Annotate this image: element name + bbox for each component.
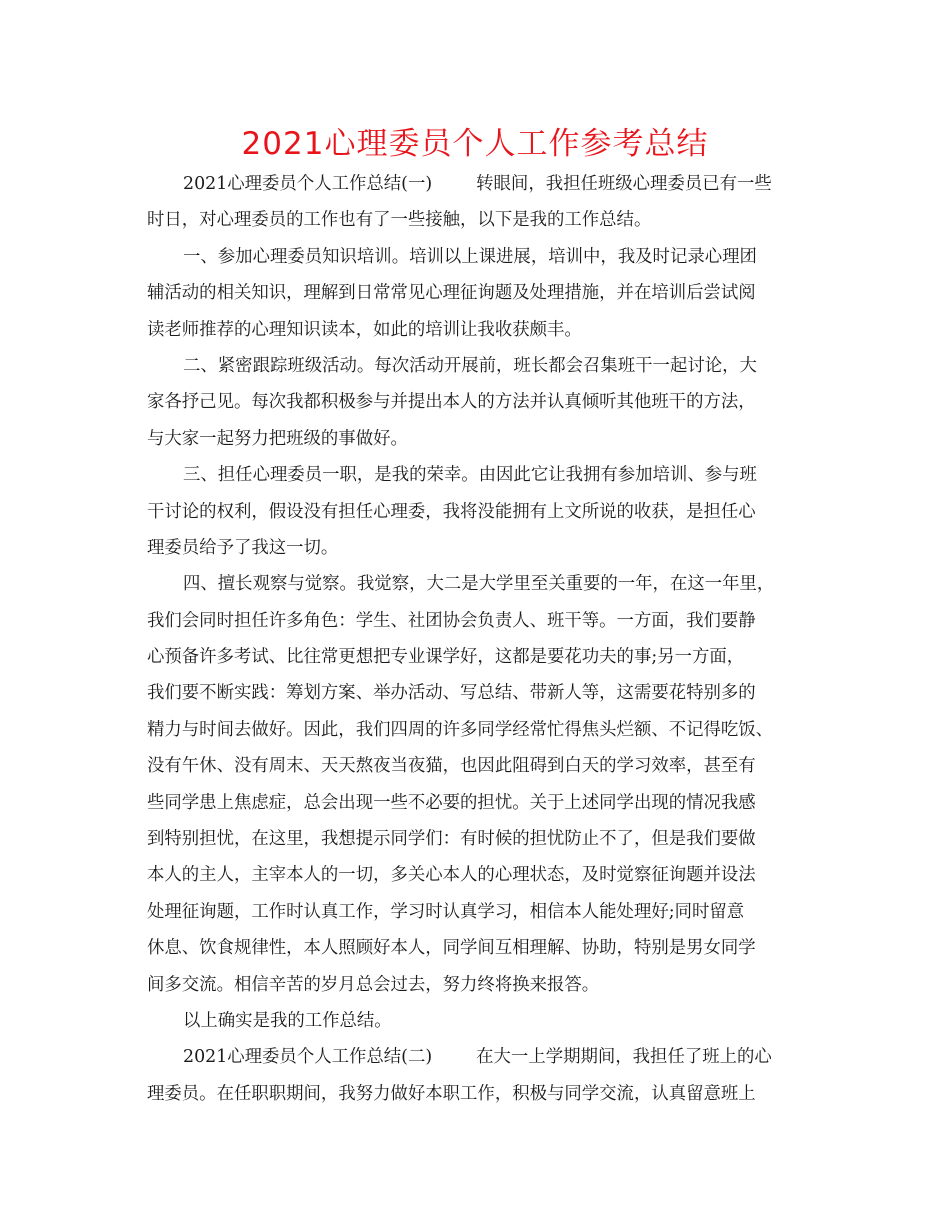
text-line bbox=[147, 1039, 807, 1075]
line-text: 干讨论的权利，假设没有担任心理委，我将没能拥有上文所说的收获，是担任心 bbox=[147, 501, 756, 522]
line-text: 四、擅长观察与觉察。我觉察，大二是大学里至关重要的一年，在这一年里， bbox=[183, 574, 775, 595]
line-text: 心预备许多考试、比往常更想把专业课学好，这都是要花功夫的事;另一方面， bbox=[147, 647, 745, 668]
text-line bbox=[147, 821, 807, 857]
text-line bbox=[147, 275, 807, 311]
line-text: 理委员给予了我这一切。 bbox=[147, 537, 339, 558]
text-line bbox=[147, 312, 807, 348]
text-line bbox=[147, 712, 807, 748]
text-line bbox=[147, 894, 807, 930]
line-text: 我们会同时担任许多角色：学生、社团协会负责人、班干等。一方面，我们要静 bbox=[147, 610, 756, 631]
line-tail-text: 转眼间，我担任班级心理委员已有一些 bbox=[476, 174, 772, 194]
line-text: 本人的主人，主宰本人的一切，多关心本人的心理状态，及时觉察征询题并设法 bbox=[147, 865, 756, 886]
line-tail-text: 在大一上学期期间，我担任了班上的心 bbox=[476, 1047, 772, 1068]
text-line bbox=[147, 1076, 807, 1112]
line-text: 家各抒己见。每次我都积极参与并提出本人的方法并认真倾听其他班干的方法， bbox=[147, 392, 756, 413]
text-line bbox=[147, 494, 807, 530]
text-line bbox=[147, 348, 807, 384]
document-body bbox=[147, 166, 807, 1112]
text-line bbox=[147, 202, 807, 238]
text-line bbox=[147, 166, 807, 202]
line-text: 与大家一起努力把班级的事做好。 bbox=[147, 428, 408, 449]
line-text: 辅活动的相关知识，理解到日常常见心理征询题及处理措施，并在培训后尝试阅 bbox=[147, 283, 756, 304]
line-text: 2021心理委员个人工作总结(一) bbox=[183, 174, 433, 194]
text-line bbox=[147, 857, 807, 893]
text-line bbox=[147, 639, 807, 675]
line-text: 三、担任心理委员一职，是我的荣幸。由因此它让我拥有参加培训、参与班 bbox=[183, 465, 757, 486]
line-text: 时日，对心理委员的工作也有了一些接触，以下是我的工作总结。 bbox=[147, 210, 652, 231]
text-line bbox=[147, 1003, 807, 1039]
text-line bbox=[147, 239, 807, 275]
text-line bbox=[147, 675, 807, 711]
line-text: 理委员。在任职职期间，我努力做好本职工作，积极与同学交流，认真留意班上 bbox=[147, 1083, 756, 1104]
line-text: 读老师推荐的心理知识读本，如此的培训让我收获颇丰。 bbox=[147, 319, 582, 340]
line-text: 二、紧密跟踪班级活动。每次活动开展前，班长都会召集班干一起讨论，大 bbox=[183, 355, 757, 376]
line-text: 些同学患上焦虑症，总会出现一些不必要的担忧。关于上述同学出现的情况我感 bbox=[147, 792, 756, 813]
text-line bbox=[147, 530, 807, 566]
line-text: 休息、饮食规律性，本人照顾好本人，同学间互相理解、协助，特别是男女同学 bbox=[147, 938, 756, 959]
line-text: 处理征询题，工作时认真工作，学习时认真学习，相信本人能处理好;同时留意 bbox=[147, 901, 745, 922]
text-line bbox=[147, 421, 807, 457]
line-text: 以上确实是我的工作总结。 bbox=[183, 1010, 392, 1031]
text-line bbox=[147, 785, 807, 821]
line-text: 2021心理委员个人工作总结(二) bbox=[183, 1047, 433, 1068]
line-text: 没有午休、没有周末、天天熬夜当夜猫，也因此阻碍到白天的学习效率，甚至有 bbox=[147, 756, 756, 777]
document-title: 2021心理委员个人工作参考总结 bbox=[241, 126, 709, 162]
text-line bbox=[147, 566, 807, 602]
text-line bbox=[147, 457, 807, 493]
line-text: 精力与时间去做好。因此，我们四周的许多同学经常忙得焦头烂额、不记得吃饭、 bbox=[147, 719, 774, 740]
text-line bbox=[147, 930, 807, 966]
line-text: 我们要不断实践：筹划方案、举办活动、写总结、带新人等，这需要花特别多的 bbox=[147, 683, 756, 704]
line-text: 间多交流。相信辛苦的岁月总会过去，努力终将换来报答。 bbox=[147, 974, 600, 995]
line-text: 到特别担忧，在这里，我想提示同学们：有时候的担忧防止不了，但是我们要做 bbox=[147, 829, 756, 850]
line-text: 一、参加心理委员知识培训。培训以上课进展，培训中，我及时记录心理团 bbox=[183, 246, 757, 267]
text-line bbox=[147, 384, 807, 420]
text-line bbox=[147, 967, 807, 1003]
text-line bbox=[147, 748, 807, 784]
text-line bbox=[147, 603, 807, 639]
